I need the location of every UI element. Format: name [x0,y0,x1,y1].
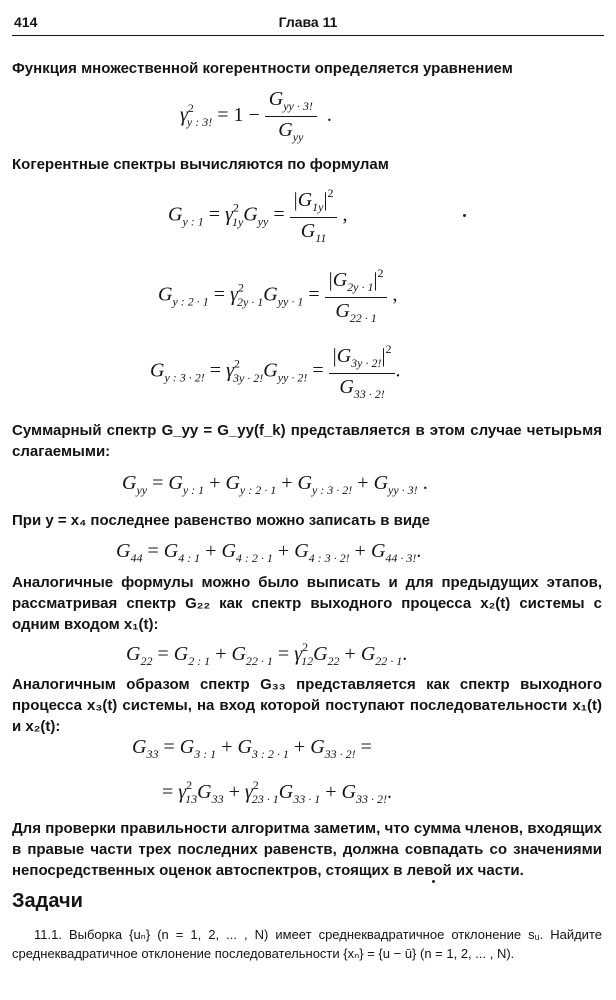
print-speck [432,880,435,883]
equation-g-y32: $G_{y : 3 \cdot 2!} = \gamma^2_{3y \cdot 2!}G_{yy \cdot 2!}$ = $\frac{|G_{3y \cdot 2!}|^2}{G_{33 \cdot 2!}}$ . [150,342,401,401]
equation-g-yy-sum: $G_{yy} = G_{y : 1} + G_{y : 2 \cdot 1} + G_{y : 3 \cdot 2!} + G_{yy \cdot 3!}$ . [122,472,428,497]
paragraph-total-spectrum: Суммарный спектр G_yy = G_yy(f_k) представляется в этом случае четырьмя слагаемыми: [12,422,602,460]
equation-g33-line1: $G_{33} = G_{3 : 1} + G_{3 : 2 \cdot 1} + G_{33 \cdot 2!}$ = [132,736,372,761]
equation-g44-sum: $G_{44} = G_{4 : 1} + G_{4 : 2 \cdot 1} + G_{4 : 3 \cdot 2!} + G_{44 \cdot 3!}$. [116,540,422,565]
section-title-problems: Задачи [12,890,83,912]
problem-11-1: 11.1. Выборка {uₙ} (n = 1, 2, ... , N) имеет среднеквадратичное отклонение sᵤ. Найдите среднеквадратичное отклонение последовательности {xₙ} = {u − ū} (n = 1, 2, ... , N). [12,927,602,961]
equation-g33-line2: = $\gamma^2_{13}G_{33} + \gamma^2_{23 \cdot 1}G_{33 \cdot 1} + G_{33 \cdot 2!}$. [162,778,392,806]
print-speck [463,214,466,217]
equation-multiple-coherence: $\gamma^2_{y : 3!} = 1$ − $\frac{G_{yy \cdot 3!}}{G_{yy}}$ . [180,88,332,144]
paragraph-algorithm-check: Для проверки правильности алгоритма заметим, что сумма членов, входящих в правые части трех последних равенств, должна совпадать со значениями непосредственных оценок автоспектров, стоящих в левой их части. [12,820,602,879]
equation-g22: $G_{22} = G_{2 : 1} + G_{22 \cdot 1} = \gamma^2_{12}G_{22} + G_{22 \cdot 1}$. [126,640,408,668]
paragraph-y-equals-x4: При y = x₄ последнее равенство можно записать в виде [12,512,430,529]
running-head [12,14,604,36]
paragraph-previous-stages: Аналогичные формулы можно было выписать и для предыдущих этапов, рассматривая спектр G₂₂ как спектр выходного процесса x₂(t) системы с одним входом x₁(t): [12,574,602,633]
chapter-title: Глава 11 [278,14,338,30]
paragraph-multiple-coherence: Функция множественной когерентности определяется уравнением [12,60,513,77]
paragraph-g33-output: Аналогичным образом спектр G₃₃ представляется как спектр выходного процесса x₃(t) системы, на вход которой поступают последовательности x₁(t) и x₂(t): [12,676,602,735]
equation-g-y21: $G_{y : 2 \cdot 1} = \gamma^2_{2y \cdot 1}G_{yy \cdot 1}$ = $\frac{|G_{2y \cdot 1}|^2}{G_{22 \cdot 1}}$ , [158,266,398,325]
page-number: 414 [14,14,38,30]
equation-g-y1: $G_{y : 1} = \gamma^2_{1y}G_{yy}$ = $\frac{|G_{1y}|^2}{G_{11}}$ , [168,186,348,245]
paragraph-coherent-spectra: Когерентные спектры вычисляются по формулам [12,156,389,173]
